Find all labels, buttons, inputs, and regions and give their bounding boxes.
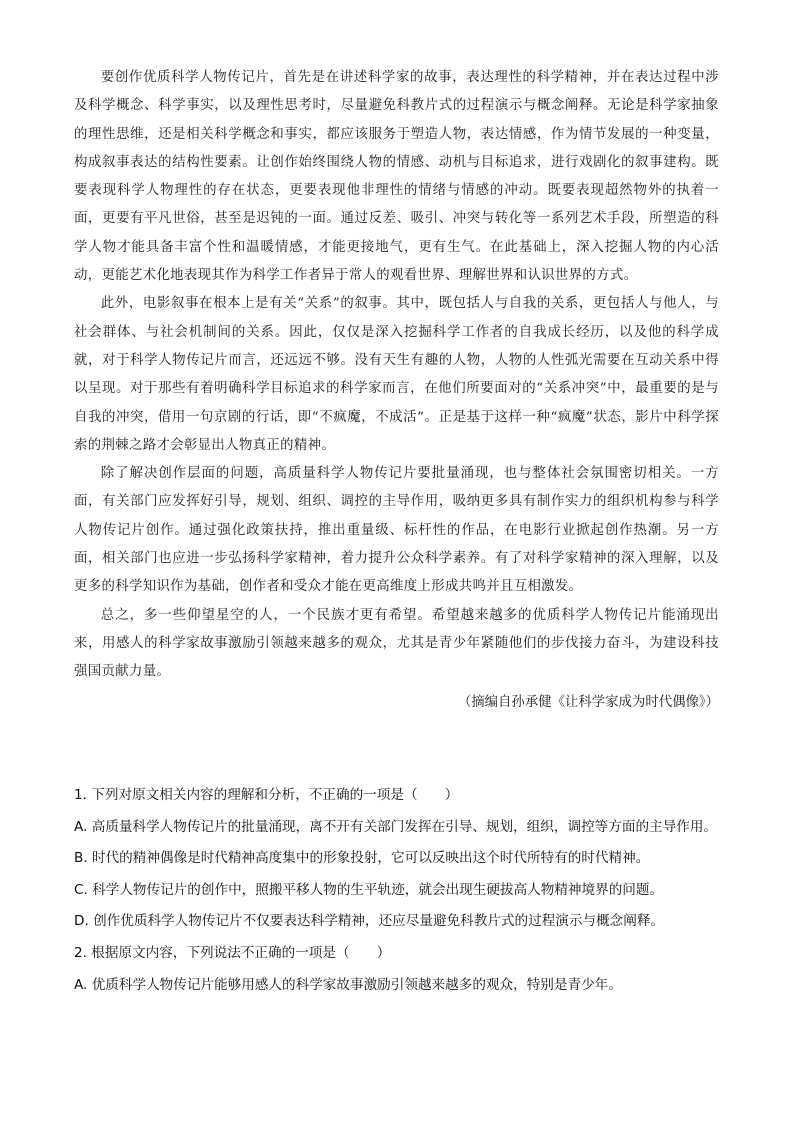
question-1-option-d: D. 创作优质科学人物传记片不仅要表达科学精神，还应尽量避免科教片式的过程演示与概念阐释。 [74, 913, 665, 930]
question-section [74, 780, 724, 1001]
essay-paragraph-3: 除了解决创作层面的问题，高质量科学人物传记片要批量涌现，也与整体社会氛围密切相关。一方面，有关部门应发挥好引导，规划、组织、调控的主导作用，吸纳更多具有制作实力的组织机构参与科学人物传记片创作。通过强化政策扶持，推出重量级、标杆性的作品，在电影行业掀起创作热潮。另一方面，相关部门也应进一步弘扬科学家精神，着力提升公众科学素养。有了对科学家精神的深入理解，以及更多的科学知识作为基础，创作者和受众才能在更高维度上形成共鸣并且互相激发。 [74, 466, 719, 595]
essay-paragraph-2: 此外，电影叙事在根本上是有关“关系”的叙事。其中，既包括人与自我的关系，更包括人与他人，与社会群体、与社会机制间的关系。因此，仅仅是深入挖掘科学工作者的自我成长经历，以及他的科学成就，对于科学人物传记片而言，还远远不够。没有天生有趣的人物，人物的人性弧光需要在互动关系中得以呈现。对于那些有着明确科学目标追求的科学家而言，在他们所要面对的“关系冲突”中，最重要的是与自我的冲突，借用一句京剧的行话，即“不疯魔，不成活”。正是基于这样一种“疯魔”状态，影片中科学探索的荆棘之路才会彰显出人物真正的精神。 [74, 296, 719, 453]
essay-body [74, 64, 719, 717]
question-1-stem: 1. 下列对原文相关内容的理解和分析，不正确的一项是（ ） [74, 787, 459, 803]
question-2-stem: 2. 根据原文内容，下列说法不正确的一项是（ ） [74, 944, 391, 961]
essay-paragraph-1: 要创作优质科学人物传记片，首先是在讲述科学家的故事，表达理性的科学精神，并在表达过程中涉及科学概念、科学事实，以及理性思考时，尽量避免科教片式的过程演示与概念阐释。无论是科学家抽象的理性思维，还是相关科学概念和事实，都应该服务于塑造人物，表达情感，作为情节发展的一种变量，构成叙事表达的结构性要素。让创作始终围绕人物的情感、动机与目标追求，进行戏剧化的叙事建构。既要表现科学人物理性的存在状态，更要表现他非理性的情绪与情感的冲动。既要表现超然物外的执着一面，更要有平凡世俗，甚至是迟钝的一面。通过反差、吸引、冲突与转化等一系列艺术手段，所塑造的科学人物才能具备丰富个性和温暖情感，才能更接地气，更有生气。在此基础上，深入挖掘人物的内心活动，更能艺术化地表现其作为科学工作者异于常人的观看世界、理解世界和认识世界的方式。 [74, 70, 719, 284]
question-1-option-b: B. 时代的精神偶像是时代精神高度集中的形象投射，它可以反映出这个时代所特有的时代精神。 [74, 850, 650, 867]
question-1-option-a: A. 高质量科学人物传记片的批量涌现，离不开有关部门发挥在引导、规划，组织，调控等方面的主导作用。 [74, 818, 718, 835]
essay-source-citation: （摘编自孙承健《让科学家成为时代偶像》） [457, 694, 719, 710]
question-1-option-c: C. 科学人物传记片的创作中，照搬平移人物的生平轨迹，就会出现生硬拔高人物精神境界的问题。 [74, 881, 664, 898]
question-2-option-a: A. 优质科学人物传记片能够用感人的科学家故事激励引领越来越多的观众，特别是青少年。 [74, 976, 622, 993]
essay-paragraph-4: 总之，多一些仰望星空的人，一个民族才更有希望。希望越来越多的优质科学人物传记片能涌现出来，用感人的科学家故事激励引领越来越多的观众，尤其是青少年紧随他们的步伐接力奋斗，为建设科技强国贡献力量。 [74, 607, 719, 680]
